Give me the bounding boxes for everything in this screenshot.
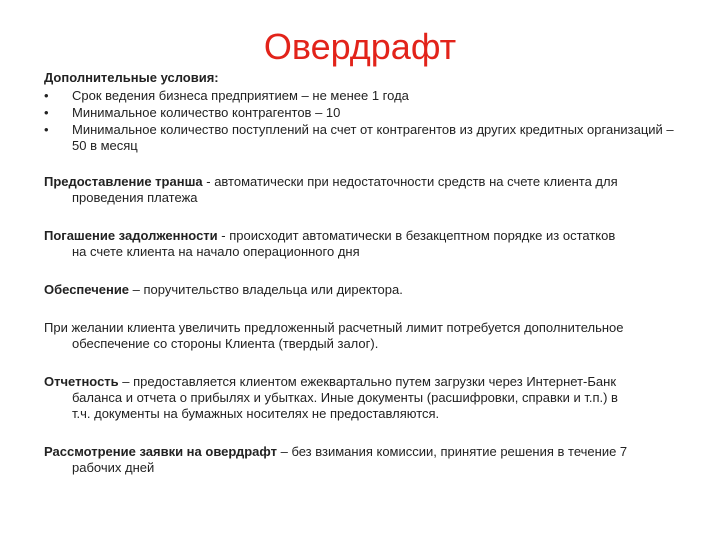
condition-item (44, 105, 684, 121)
condition-item (44, 122, 684, 154)
reporting-text-cont: т.ч. документы на бумажных носителях не предоставляются. (72, 406, 440, 421)
application-text-cont: рабочих дней (72, 460, 155, 475)
condition-text: Срок ведения бизнеса предприятием – не менее 1 года (72, 88, 409, 103)
slide-content (44, 70, 684, 476)
conditions-heading: Дополнительные условия: (44, 70, 219, 85)
application-label: Рассмотрение заявки на овердрафт (44, 444, 277, 459)
limit-text: При желании клиента увеличить предложенный расчетный лимит потребуется дополнительное (44, 320, 624, 335)
bullet-icon: • (44, 122, 49, 137)
repayment-paragraph (44, 228, 684, 260)
slide-title: Овердрафт (263, 26, 457, 67)
repayment-text-cont: на счете клиента на начало операционного дня (72, 244, 360, 259)
tranche-text: - автоматически при недостаточности средств на счете клиента для (202, 174, 618, 189)
repayment-label: Погашение задолженности (44, 228, 218, 243)
reporting-paragraph (44, 374, 684, 422)
application-paragraph (44, 444, 684, 476)
bullet-icon: • (44, 88, 49, 103)
application-text: – без взимания комиссии, принятие решения в течение 7 (276, 444, 628, 459)
tranche-text-cont: проведения платежа (72, 190, 198, 205)
reporting-text: – предоставляется клиентом ежеквартально путем загрузки через Интернет-Банк (118, 374, 617, 389)
reporting-text-cont: баланса и отчета о прибылях и убытках. Иные документы (расшифровки, справки и т.п.) в (72, 390, 618, 405)
conditions-list (44, 88, 684, 154)
limit-paragraph (44, 320, 684, 352)
limit-text-cont: обеспечение со стороны Клиента (твердый залог). (72, 336, 379, 351)
condition-text: Минимальное количество контрагентов – 10 (72, 105, 341, 120)
condition-text: Минимальное количество поступлений на счет от контрагентов из других кредитных организаций – 50 в месяц (72, 122, 674, 153)
tranche-paragraph (44, 174, 684, 206)
collateral-label: Обеспечение (44, 282, 130, 297)
tranche-label: Предоставление транша (44, 174, 203, 189)
collateral-paragraph (44, 282, 684, 298)
reporting-label: Отчетность (44, 374, 119, 389)
collateral-text: – поручительство владельца или директора. (129, 282, 403, 297)
bullet-icon: • (44, 105, 49, 120)
condition-item (44, 88, 684, 104)
repayment-text: - происходит автоматически в безакцептном порядке из остатков (217, 228, 616, 243)
